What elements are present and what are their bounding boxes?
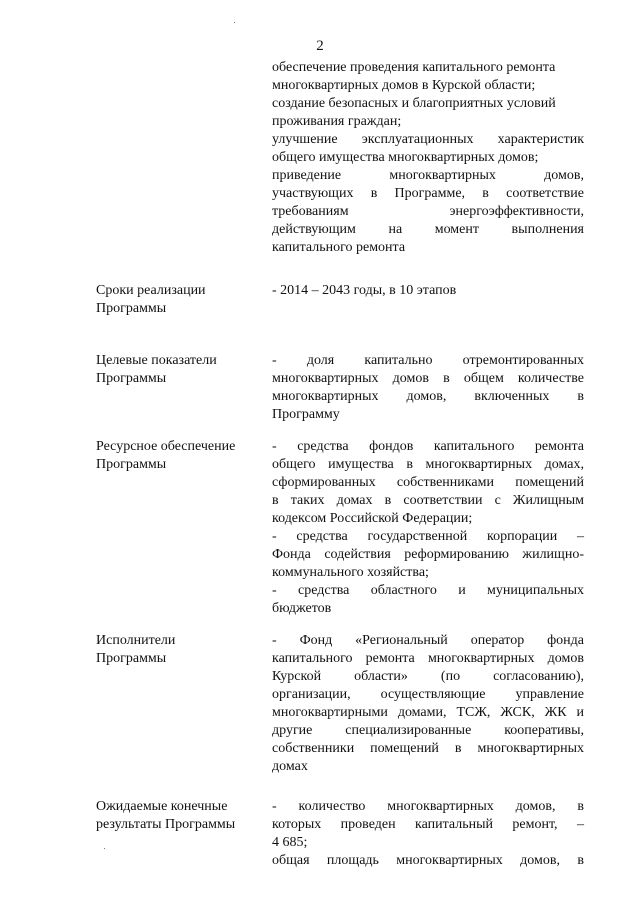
section-text: - средства областного и муниципальных [272,583,584,598]
intro-line: действующим на момент выполнения [272,222,584,237]
section-text: - 2014 – 2043 годы, в 10 этапов [272,283,457,298]
intro-line: обеспечение проведения капитального ремонта [272,60,556,75]
section-text: другие специализированные кооперативы, [272,723,584,738]
section-label: Целевые показатели [96,353,217,368]
intro-line: капитального ремонта [272,240,406,255]
section-text: - средства государственной корпорации – [272,529,584,544]
section-text: которых проведен капитальный ремонт, – [272,817,584,832]
section-text: коммунального хозяйства; [272,565,429,580]
section-text: 4 685; [272,835,308,850]
intro-line: проживания граждан; [272,114,402,129]
intro-line: общего имущества многоквартирных домов; [272,150,539,165]
section-text: организации, осуществляющие управление [272,687,584,702]
section-label: Программы [96,371,167,386]
section-text: многоквартирных домов, включенных в [272,389,584,404]
section-text: Курской области» (по согласованию), [272,669,584,684]
section-label: Программы [96,651,167,666]
section-text: - Фонд «Региональный оператор фонда [272,633,584,648]
section-text: общего имущества в многоквартирных домах, [272,457,584,472]
section-text: - средства фондов капитального ремонта [272,439,584,454]
intro-line: улучшение эксплуатационных характеристик [272,132,584,147]
scan-speck [234,22,235,23]
section-label: Ресурсное обеспечение [96,439,236,454]
section-text: в таких домах в соответствии с Жилищным [272,493,584,508]
intro-line: требованиям энергоэффективности, [272,204,584,219]
page-number: 2 [316,38,324,54]
section-label: результаты Программы [96,817,236,832]
scan-speck [104,848,105,849]
section-text: Фонда содействия реформированию жилищно- [272,547,584,562]
section-label: Сроки реализации [96,283,206,298]
section-label: Исполнители [96,633,176,648]
section-text: бюджетов [272,601,332,616]
section-text: сформированных собственниками помещений [272,475,584,490]
intro-line: многоквартирных домов в Курской области; [272,78,536,93]
section-text: домах [272,759,308,774]
section-text: Программу [272,407,340,422]
section-label: Ожидаемые конечные [96,799,228,814]
section-text: - доля капитально отремонтированных [272,353,584,368]
section-text: - количество многоквартирных домов, в [272,799,584,814]
section-text: многоквартирных домов в общем количестве [272,371,584,386]
intro-line: приведение многоквартирных домов, [272,168,584,183]
section-text: собственники помещений в многоквартирных [272,741,584,756]
section-text: кодексом Российской Федерации; [272,511,473,526]
section-label: Программы [96,301,167,316]
section-text: многоквартирными домами, ТСЖ, ЖСК, ЖК и [272,705,584,720]
section-text: общая площадь многоквартирных домов, в [272,853,584,868]
section-label: Программы [96,457,167,472]
section-text: капитального ремонта многоквартирных домов [272,651,584,666]
intro-line: участвующих в Программе, в соответствие [272,186,584,201]
intro-line: создание безопасных и благоприятных условий [272,96,556,111]
